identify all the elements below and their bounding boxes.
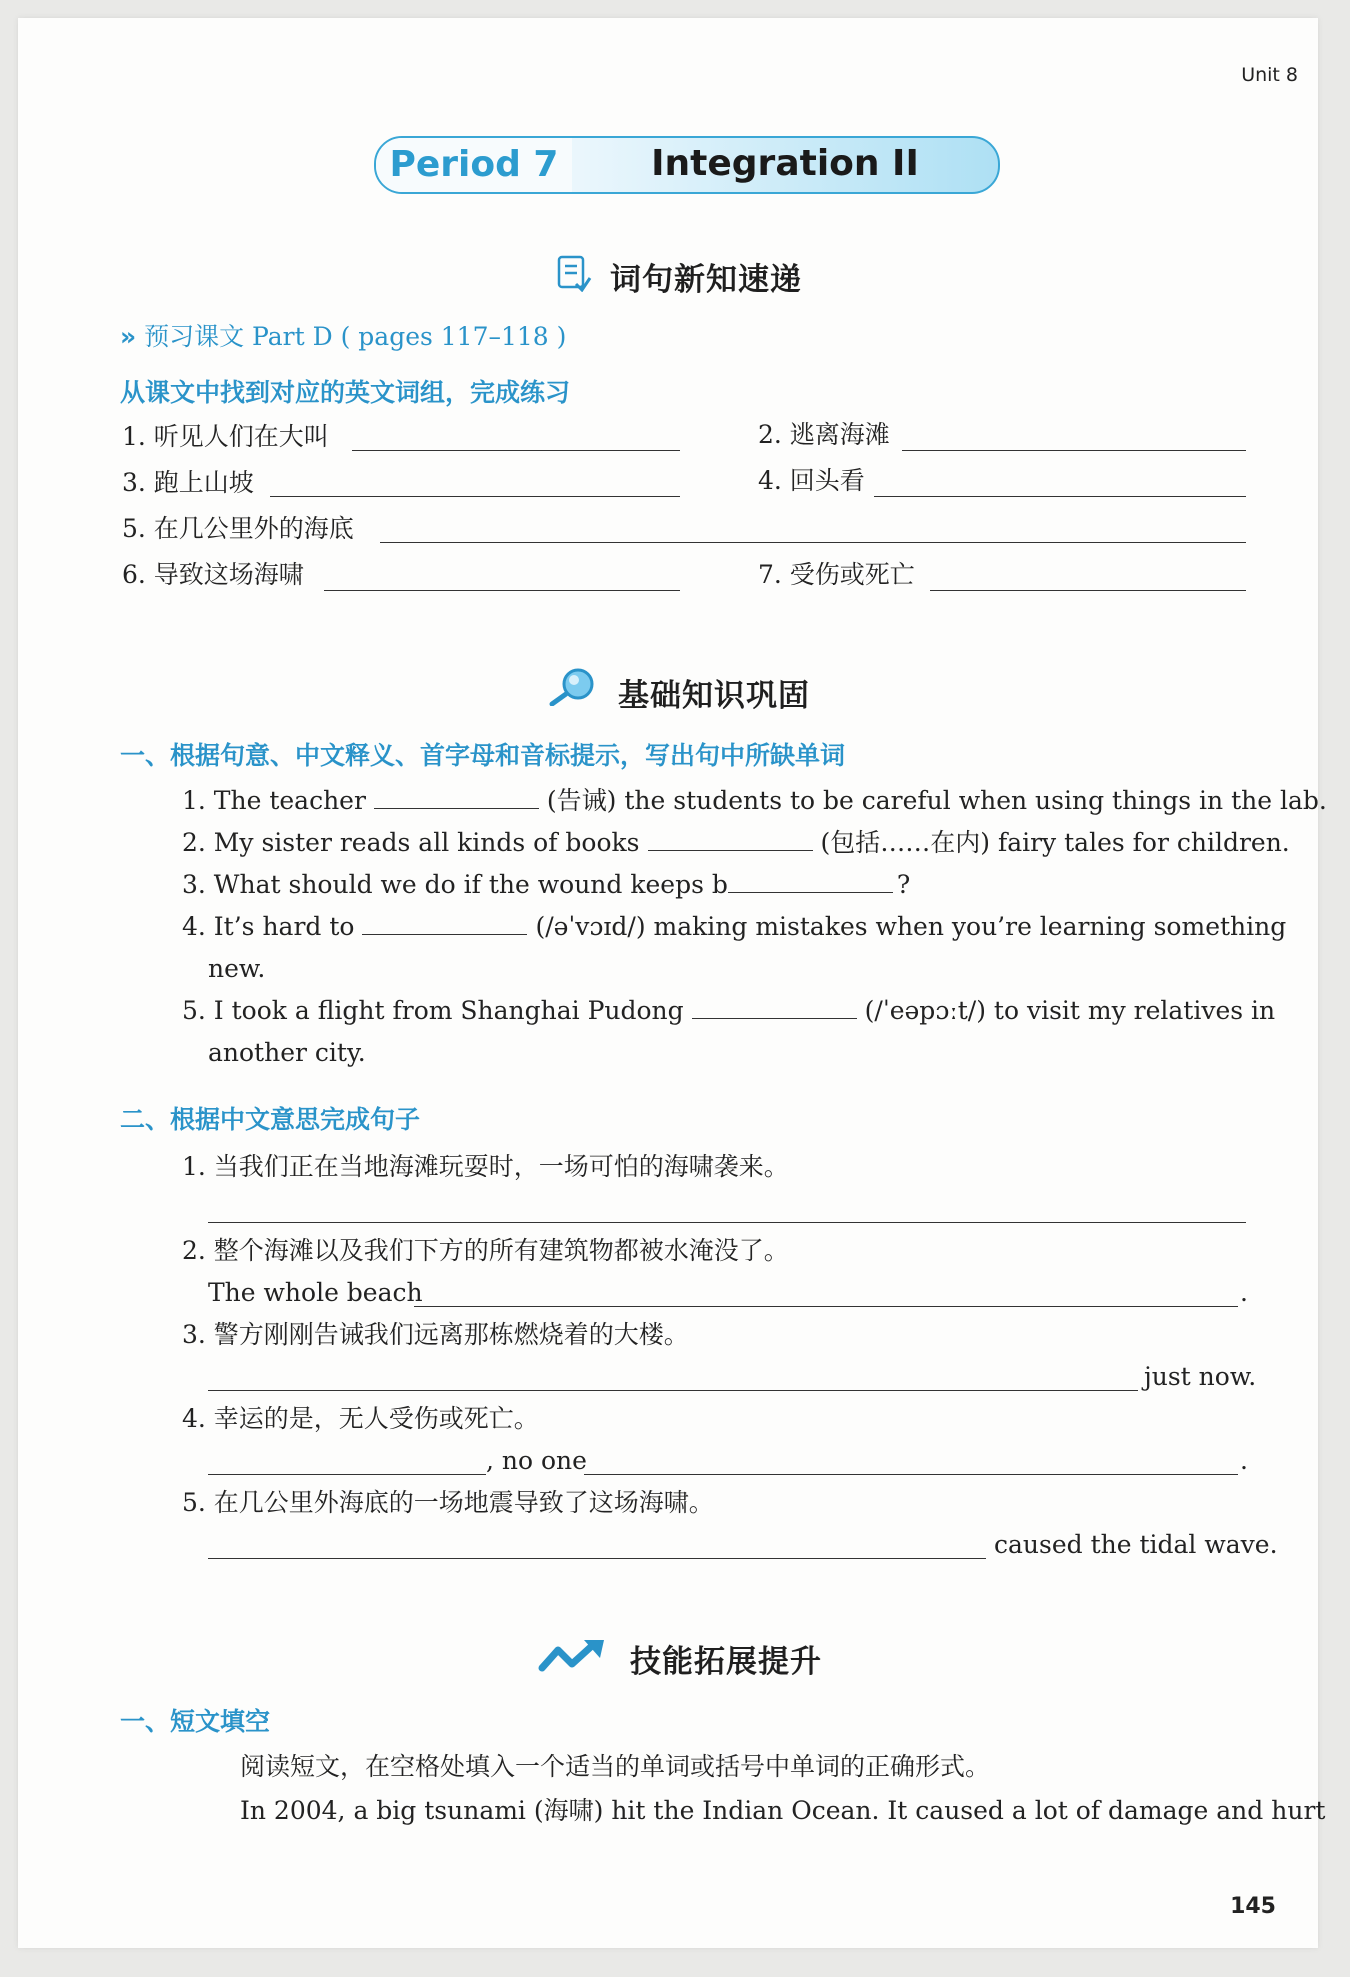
magnifier-icon [548,666,598,710]
answer-blank[interactable] [324,590,680,591]
vocab-item: 5. 在几公里外的海底 [122,514,354,543]
trend-up-icon [538,1638,608,1678]
vocab-item: 1. 听见人们在大叫 [122,422,329,451]
answer-blank[interactable] [902,450,1246,451]
translation-prompt: 1. 当我们正在当地海滩玩耍时，一场可怕的海啸袭来。 [182,1152,789,1181]
exercise-line: 4. It’s hard to (/əˈvɔɪd/) making mistakes when you’re learning something [182,912,1287,941]
period-title: Integration II [651,143,919,184]
translation-prompt: 5. 在几公里外海底的一场地震导致了这场海啸。 [182,1488,714,1517]
sentence-mid: , no one [486,1446,587,1475]
sentence-suffix: caused the tidal wave. [994,1530,1278,1559]
exercise-line: 2. My sister reads all kinds of books (包括……在内) fairy tales for children. [182,828,1290,857]
answer-blank[interactable] [208,1474,486,1475]
section-title-basics: 基础知识巩固 [618,678,810,714]
translation-prompt: 2. 整个海滩以及我们下方的所有建筑物都被水淹没了。 [182,1236,789,1265]
answer-blank[interactable] [930,590,1246,591]
sentence-end: . [1240,1278,1248,1307]
answer-blank[interactable] [648,826,813,851]
part1-title: 一、根据句意、中文释义、首字母和音标提示，写出句中所缺单词 [120,741,846,770]
part-title-cloze: 一、短文填空 [120,1707,271,1736]
unit-label: Unit 8 [1241,64,1298,86]
exercise-line: 1. The teacher (告诫) the students to be careful when using things in the lab. [182,786,1327,815]
answer-blank[interactable] [584,1474,1238,1475]
answer-blank[interactable] [208,1222,1246,1223]
answer-blank[interactable] [208,1390,1138,1391]
answer-blank[interactable] [728,868,893,893]
answer-blank[interactable] [874,496,1246,497]
vocab-item: 4. 回头看 [758,466,865,495]
exercise-continuation: new. [208,954,266,983]
passage-text: In 2004, a big tsunami (海啸) hit the Indian Ocean. It caused a lot of damage and hurt [240,1796,1326,1825]
sentence-end: . [1240,1446,1248,1475]
translation-prompt: 3. 警方刚刚告诫我们远离那栋燃烧着的大楼。 [182,1320,689,1349]
period-banner [374,136,1000,194]
answer-blank[interactable] [374,784,539,809]
vocab-item: 2. 逃离海滩 [758,420,890,449]
part2-title: 二、根据中文意思完成句子 [120,1105,421,1134]
section-title-vocab: 词句新知速递 [610,262,802,298]
answer-blank[interactable] [352,450,680,451]
preview-line [120,320,566,354]
exercise-line: 3. What should we do if the wound keeps b ? [182,870,911,899]
vocab-item: 7. 受伤或死亡 [758,560,915,589]
page-number: 145 [1230,1894,1276,1919]
vocab-instruction: 从课文中找到对应的英文词组，完成练习 [120,378,571,407]
vocab-item: 6. 导致这场海啸 [122,560,304,589]
section-title-skills: 技能拓展提升 [630,1644,822,1680]
answer-blank[interactable] [362,910,527,935]
period-label: Period 7 [376,138,572,192]
answer-blank[interactable] [270,496,680,497]
sentence-suffix: just now. [1144,1362,1257,1391]
answer-blank[interactable] [208,1558,986,1559]
double-chevron-icon: » [120,322,137,351]
workbook-page [18,18,1327,1948]
answer-blank[interactable] [380,542,1246,543]
answer-blank[interactable] [692,994,857,1019]
cloze-instruction: 阅读短文，在空格处填入一个适当的单词或括号中单词的正确形式。 [240,1752,991,1781]
notebook-icon [556,254,592,296]
vocab-item: 3. 跑上山坡 [122,468,254,497]
exercise-continuation: another city. [208,1038,366,1067]
translation-prompt: 4. 幸运的是，无人受伤或死亡。 [182,1404,539,1433]
exercise-line: 5. I took a flight from Shanghai Pudong (/ˈeəpɔːt/) to visit my relatives in [182,996,1276,1025]
preview-text: 预习课文 Part D ( pages 117–118 ) [144,322,567,351]
sentence-prefix: The whole beach [208,1278,423,1307]
answer-blank[interactable] [414,1306,1238,1307]
